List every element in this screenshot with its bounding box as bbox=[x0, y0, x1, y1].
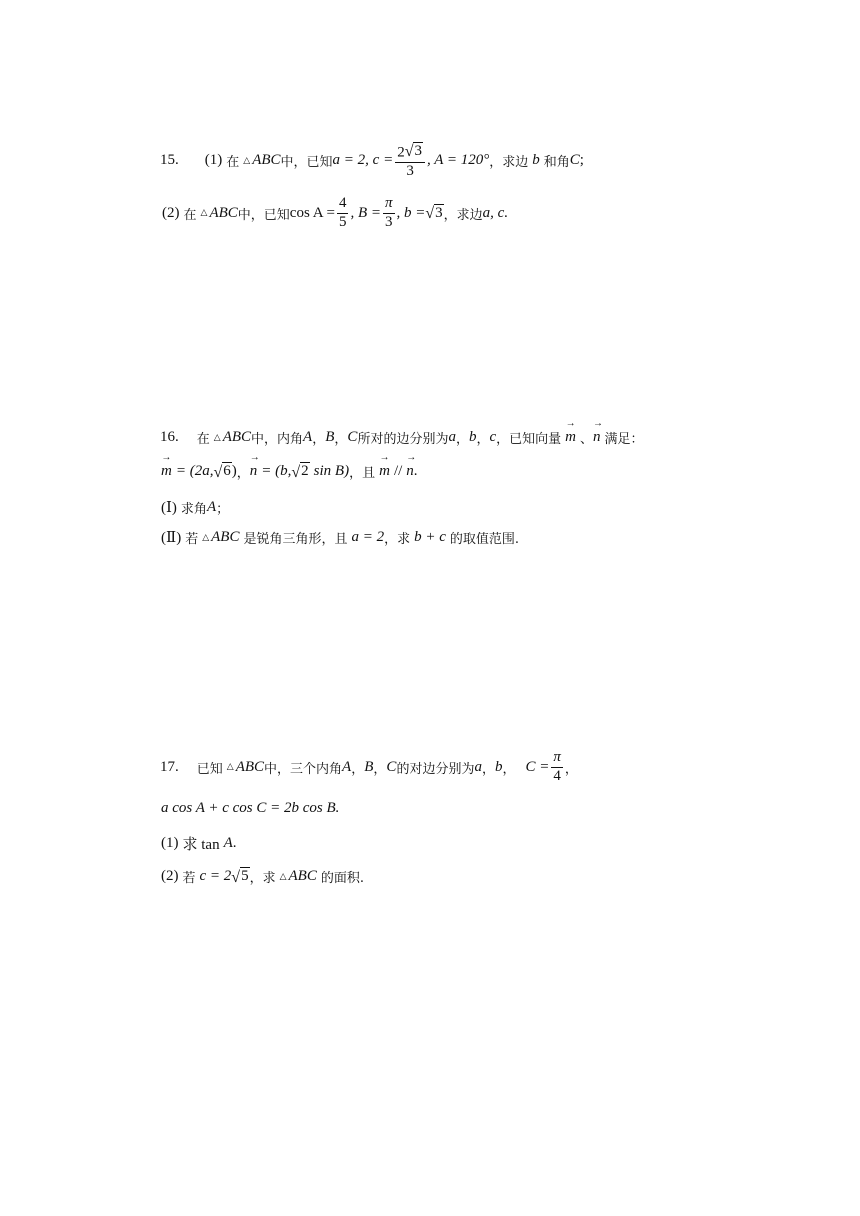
text-segment: ， bbox=[564, 761, 578, 777]
triangle-name: ABC bbox=[222, 429, 252, 445]
text-segment: ， bbox=[334, 432, 348, 447]
text-segment: 中，内角 bbox=[251, 432, 304, 447]
text-segment: ，求 bbox=[384, 532, 411, 547]
sqrt: √ 2 bbox=[291, 463, 309, 481]
punctuation: . bbox=[232, 835, 237, 851]
fraction bbox=[337, 196, 349, 231]
variable: A bbox=[303, 429, 313, 445]
numerator: 4 bbox=[337, 196, 349, 214]
problem-15-part-1 bbox=[160, 142, 584, 180]
variable: a bbox=[448, 429, 456, 445]
variable: a bbox=[474, 758, 482, 775]
variable: b bbox=[468, 429, 477, 445]
variable: B bbox=[364, 758, 374, 775]
text-segment: 所对的边分别为 bbox=[357, 432, 449, 447]
equation: = (2a, bbox=[175, 463, 214, 479]
numerator-coef: 2 bbox=[397, 144, 405, 161]
equation: a cos A + c cos C = 2b cos B. bbox=[161, 800, 340, 816]
problem-15-part-2 bbox=[162, 196, 508, 231]
text-segment: ， bbox=[373, 761, 387, 777]
punctuation: . bbox=[413, 463, 418, 479]
text-segment: 、 bbox=[580, 432, 594, 447]
text-segment: ， bbox=[236, 466, 250, 481]
problem-17-part-1 bbox=[161, 833, 237, 854]
variables: a, c. bbox=[482, 204, 509, 221]
part-label: (1) bbox=[204, 152, 223, 169]
vector-m: → m bbox=[565, 429, 576, 446]
variable: C bbox=[347, 429, 358, 445]
text-segment: ， bbox=[476, 432, 490, 447]
problem-17-line-2 bbox=[161, 800, 339, 817]
expression: b + c bbox=[414, 529, 446, 545]
text-segment: 已知 bbox=[196, 761, 223, 777]
sqrt: √ 6 bbox=[213, 463, 231, 481]
equation: cos A = bbox=[289, 204, 335, 221]
variable: A bbox=[206, 499, 217, 515]
text-segment: 和角 bbox=[543, 155, 570, 171]
equation: a = 2, c = bbox=[332, 152, 394, 169]
problem-16-line-1 bbox=[160, 428, 644, 447]
text-segment: 中，已知 bbox=[237, 207, 290, 223]
text-segment: 若 bbox=[182, 871, 196, 886]
text-segment: 在 bbox=[183, 207, 197, 223]
variable: B bbox=[325, 429, 335, 445]
triangle-icon: △ bbox=[202, 532, 210, 543]
problem-16-part-2 bbox=[161, 528, 519, 547]
text-segment: 中，已知 bbox=[280, 155, 333, 171]
vector-m: → m bbox=[161, 463, 172, 480]
text-segment: ，且 bbox=[349, 466, 376, 481]
fraction bbox=[395, 142, 425, 180]
triangle-name: ABC bbox=[288, 868, 317, 884]
text-segment: ， bbox=[351, 761, 365, 777]
part-label: (2) bbox=[161, 868, 179, 884]
text-segment: 在 bbox=[196, 432, 210, 447]
triangle-name: ABC bbox=[235, 758, 265, 775]
equation: a = 2 bbox=[351, 529, 385, 545]
text-segment: ，求 bbox=[249, 871, 276, 886]
text-segment: 是锐角三角形，且 bbox=[243, 532, 348, 547]
radicand: 3 bbox=[414, 143, 422, 159]
equation: , A = 120° bbox=[426, 152, 490, 169]
text-segment: ； bbox=[216, 502, 230, 517]
text-segment: 若 bbox=[185, 532, 199, 547]
triangle-name: ABC bbox=[211, 529, 240, 545]
text-segment: ， bbox=[481, 761, 495, 777]
problem-number: 16. bbox=[160, 429, 179, 445]
punctuation: ; bbox=[579, 152, 584, 169]
equation: , b = bbox=[396, 204, 426, 221]
equation: = (b, bbox=[261, 463, 292, 479]
punctuation: ) bbox=[231, 463, 237, 479]
denominator: 3 bbox=[406, 163, 414, 179]
part-label: (2) bbox=[162, 204, 180, 221]
denominator: 4 bbox=[553, 767, 561, 784]
text-segment: 满足： bbox=[604, 432, 644, 447]
vector-m: → m bbox=[379, 463, 390, 480]
sqrt: √ 3 bbox=[425, 205, 443, 223]
fraction bbox=[551, 750, 563, 785]
variable: C bbox=[569, 152, 580, 169]
problem-17-line-1 bbox=[160, 750, 578, 785]
fraction bbox=[383, 196, 395, 231]
problem-17-part-2 bbox=[161, 867, 364, 886]
sqrt: √ 5 bbox=[231, 868, 249, 886]
text-segment: 的取值范围. bbox=[449, 532, 520, 547]
triangle-icon: △ bbox=[200, 208, 208, 219]
denominator: 5 bbox=[338, 213, 347, 230]
equation: C = bbox=[525, 758, 550, 775]
variable: A bbox=[223, 835, 233, 851]
text-segment: 的面积. bbox=[320, 871, 364, 886]
denominator: 3 bbox=[384, 213, 393, 230]
text-segment: 求角 bbox=[180, 502, 207, 517]
numerator: π bbox=[383, 196, 395, 214]
problem-16-line-2 bbox=[161, 462, 418, 481]
triangle-name: ABC bbox=[209, 204, 238, 221]
sqrt: √ 3 bbox=[404, 143, 422, 161]
text-segment: ， bbox=[502, 761, 516, 777]
text-segment: 的对边分别为 bbox=[396, 761, 475, 777]
radicand: 5 bbox=[241, 868, 249, 885]
triangle-name: ABC bbox=[252, 152, 281, 169]
part-label: (Ⅰ) bbox=[161, 500, 177, 516]
radicand: 6 bbox=[223, 463, 231, 480]
variable: A bbox=[342, 758, 352, 775]
text-segment: 中，三个内角 bbox=[264, 761, 343, 777]
numerator: π bbox=[551, 750, 563, 768]
radicand: 3 bbox=[435, 205, 443, 222]
equation: sin B) bbox=[313, 463, 350, 479]
variable: b bbox=[532, 152, 540, 169]
text-segment: ，求边 bbox=[489, 155, 529, 171]
vector-n: → n bbox=[250, 463, 258, 480]
text-segment: ，已知向量 bbox=[496, 432, 562, 447]
radicand: 2 bbox=[301, 463, 309, 480]
equation: , B = bbox=[350, 204, 381, 221]
variable: b bbox=[494, 758, 503, 775]
triangle-icon: △ bbox=[226, 762, 234, 773]
text-segment: ， bbox=[312, 432, 326, 447]
variable: c bbox=[489, 429, 497, 445]
text-segment: 在 bbox=[226, 155, 240, 171]
problem-number: 15. bbox=[160, 152, 179, 169]
vector-n: → n bbox=[406, 463, 414, 480]
part-label: (1) bbox=[161, 835, 179, 851]
triangle-icon: △ bbox=[213, 432, 221, 443]
text-segment: 求 tan bbox=[182, 837, 220, 853]
triangle-icon: △ bbox=[243, 155, 251, 166]
parallel-symbol: // bbox=[393, 463, 403, 479]
variable: C bbox=[386, 758, 397, 775]
equation: c = 2 bbox=[199, 868, 232, 884]
problem-number: 17. bbox=[160, 758, 179, 775]
text-segment: ，求边 bbox=[443, 207, 483, 223]
triangle-icon: △ bbox=[279, 871, 287, 882]
vector-n: → n bbox=[593, 429, 601, 446]
text-segment: ， bbox=[455, 432, 469, 447]
problem-16-part-1 bbox=[161, 498, 229, 517]
part-label: (Ⅱ) bbox=[161, 530, 182, 546]
